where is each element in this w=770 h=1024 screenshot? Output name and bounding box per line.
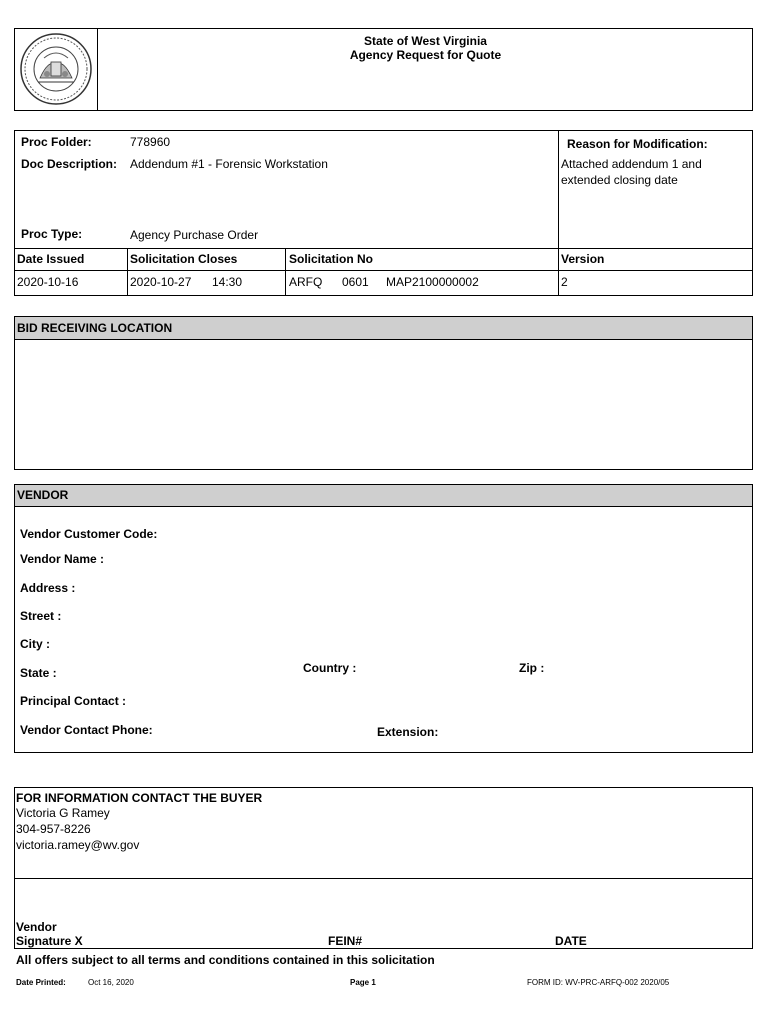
date-issued-header: Date Issued (17, 252, 85, 266)
header-title-line1: State of West Virginia (364, 34, 487, 48)
buyer-header: FOR INFORMATION CONTACT THE BUYER (16, 791, 263, 805)
proc-folder-label: Proc Folder: (21, 135, 92, 149)
principal-contact-label: Principal Contact : (20, 694, 127, 708)
proc-info-box (14, 130, 753, 296)
zip-label: Zip : (519, 661, 545, 675)
vendor-signature-line1: Vendor (16, 920, 57, 934)
state-seal-icon (18, 30, 94, 108)
closes-time-value: 14:30 (212, 275, 243, 289)
form-id: FORM ID: WV-PRC-ARFQ-002 2020/05 (527, 978, 670, 987)
date-printed-label: Date Printed: (16, 978, 66, 987)
vendor-contact-phone-label: Vendor Contact Phone: (20, 723, 153, 737)
address-label: Address : (20, 581, 76, 595)
proc-type-value: Agency Purchase Order (130, 228, 259, 242)
reason-label: Reason for Modification: (567, 137, 708, 151)
date-label: DATE (555, 934, 587, 948)
table-top-line (14, 248, 753, 249)
version-header: Version (561, 252, 605, 266)
table-col-line-2 (285, 248, 286, 296)
version-value: 2 (561, 275, 568, 289)
doc-description-value: Addendum #1 - Forensic Workstation (130, 157, 328, 171)
vendor-signature-line2: Signature X (16, 934, 83, 948)
street-label: Street : (20, 609, 62, 623)
solicitation-closes-header: Solicitation Closes (130, 252, 238, 266)
buyer-name: Victoria G Ramey (16, 806, 110, 820)
solicitation-no-header: Solicitation No (289, 252, 373, 266)
solicitation-type-value: ARFQ (289, 275, 323, 289)
extension-label: Extension: (377, 725, 439, 739)
closes-date-value: 2020-10-27 (130, 275, 192, 289)
reason-divider (558, 130, 559, 296)
date-issued-value: 2020-10-16 (17, 275, 79, 289)
country-label: Country : (303, 661, 357, 675)
page-number: Page 1 (350, 978, 376, 987)
vendor-box (14, 484, 753, 753)
table-mid-line (14, 270, 753, 271)
city-label: City : (20, 637, 50, 651)
reason-value-line1: Attached addendum 1 and (561, 157, 702, 171)
vendor-name-label: Vendor Name : (20, 552, 105, 566)
table-col-line-1 (127, 248, 128, 296)
solicitation-number-value: MAP2100000002 (386, 275, 479, 289)
doc-description-label: Doc Description: (21, 157, 118, 171)
terms-text: All offers subject to all terms and conditions contained in this solicitation (16, 953, 435, 967)
state-label: State : (20, 666, 57, 680)
buyer-box (14, 787, 753, 949)
proc-folder-value: 778960 (130, 135, 171, 149)
buyer-email: victoria.ramey@wv.gov (16, 838, 140, 852)
buyer-phone: 304-957-8226 (16, 822, 91, 836)
bid-receiving-header: BID RECEIVING LOCATION (17, 321, 173, 335)
vendor-header: VENDOR (17, 488, 69, 502)
vendor-header-bar (15, 485, 752, 507)
fein-label: FEIN# (328, 934, 363, 948)
vendor-customer-code-label: Vendor Customer Code: (20, 527, 158, 541)
header-title-line2: Agency Request for Quote (349, 48, 502, 62)
solicitation-agency-value: 0601 (342, 275, 369, 289)
date-printed-value: Oct 16, 2020 (88, 978, 134, 987)
buyer-divider (14, 878, 753, 879)
reason-value-line2: extended closing date (561, 173, 678, 187)
proc-type-label: Proc Type: (21, 227, 83, 241)
